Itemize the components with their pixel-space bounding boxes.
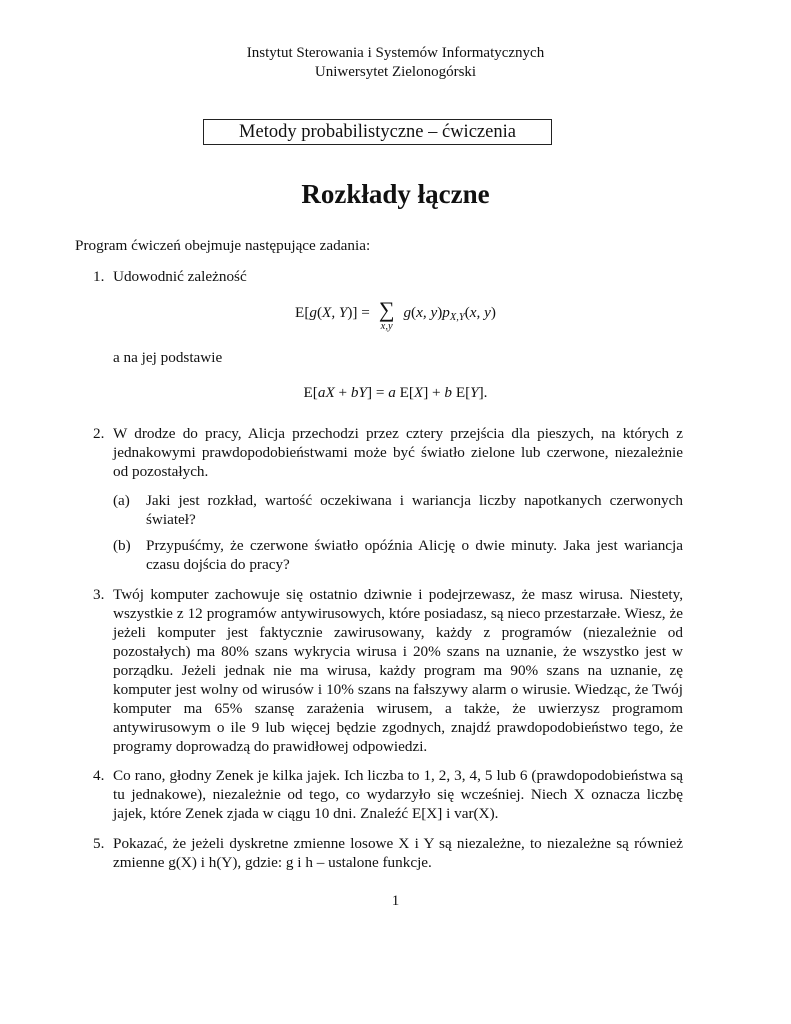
subitem-label: (a) <box>113 492 130 509</box>
task-number: 1. <box>93 268 105 285</box>
university-name: Uniwersytet Zielonogórski <box>314 64 477 80</box>
subitem-text: Jaki jest rozkład, wartość oczekiwana i wariancja liczby napotkanych czerwonych świateł? <box>146 492 683 528</box>
task-4-text: Co rano, głodny Zenek je kilka jajek. Ich liczba to 1, 2, 3, 4, 5 lub 6 (prawdopodobieństwa są tu jednakowe), niezależnie od tego, co wydarzyło się wcześniej. Niech X oznacza liczbę jajek, które Zenek zjada w ciągu 10 dni. Znaleźć E[X] i var(X). <box>113 767 683 822</box>
task-number: 2. <box>93 425 105 442</box>
task-5 <box>93 834 683 872</box>
intro-text: Program ćwiczeń obejmuje następujące zadania: <box>75 237 371 254</box>
task-2 <box>93 424 683 574</box>
task-number: 4. <box>93 767 105 784</box>
task-1-continuation <box>93 348 683 367</box>
subitem-text: Przypuśćmy, że czerwone światło opóźnia Alicję o dwie minuty. Jaka jest wariancja czasu dojścia do pracy? <box>146 537 683 573</box>
task-2-text: W drodze do pracy, Alicja przechodzi przez cztery przejścia dla pieszych, na których z jednakowymi prawdopodobieństwami może być światło zielone lub czerwone, niezależnie od pozostałych. <box>113 425 683 480</box>
course-title-box: Metody probabilistyczne – ćwiczenia <box>203 119 552 145</box>
institute-name: Instytut Sterowania i Systemów Informatycznych <box>246 45 545 61</box>
task-number: 5. <box>93 835 105 852</box>
task-3-text: Twój komputer zachowuje się ostatnio dziwnie i podejrzewasz, że masz wirusa. Niestety, wszystkie z 12 programów antywirusowych, które posiadasz, są nieco przestarzałe. Wiesz, że jeżeli komputer jest faktycznie zawirusowany, każdy z programów (niezależnie od pozostałych) ma 80% szans wykrycia wirusa i 20% szans na uznanie, że wszystko jest w porządku. Jeżeli jednak nie ma wirusa, każdy program ma 90% szans na uznanie, zę komputer jest wolny od wirusów i 10% szans na fałszywy alarm o wirusie. Wiedząc, że Twój komputer ma 65% szansę zarażenia wirusem, a także, że uwierzysz programom antywirusowym o ile 9 lub więcej będzie zgodnych, znajdź prawdopodobieństwo tego, że programy doprowadzą do prawidłowej odpowiedzi. <box>113 586 683 755</box>
task-2-subitem-b <box>113 536 683 574</box>
task-1-text: Udowodnić zależność <box>113 268 247 285</box>
task-3 <box>93 585 683 756</box>
task-number: 3. <box>93 586 105 603</box>
subitem-label: (b) <box>113 537 131 554</box>
equation-expectation-sum: E[g(X, Y)] = ∑ x,y g(x, $y)p_{X,Y}(x$, y) <box>295 297 496 332</box>
sum-symbol: ∑ x,y <box>378 297 395 332</box>
header-institution <box>0 44 791 82</box>
document-title: Rozkłady łączne <box>301 179 490 209</box>
task-1 <box>93 267 683 286</box>
equation-linearity: E[aX + bY] = a E[X] + b E[Y]. <box>303 384 488 401</box>
task-5-text: Pokazać, że jeżeli dyskretne zmienne losowe X i Y są niezależne, to niezależne są również zmienne g(X) i h(Y), gdzie: g i h – ustalone funkcje. <box>113 835 683 871</box>
page-number: 1 <box>391 893 400 909</box>
task-2-subitem-a <box>113 491 683 529</box>
task-4 <box>93 766 683 823</box>
task-1-mid-text: a na jej podstawie <box>113 349 223 366</box>
